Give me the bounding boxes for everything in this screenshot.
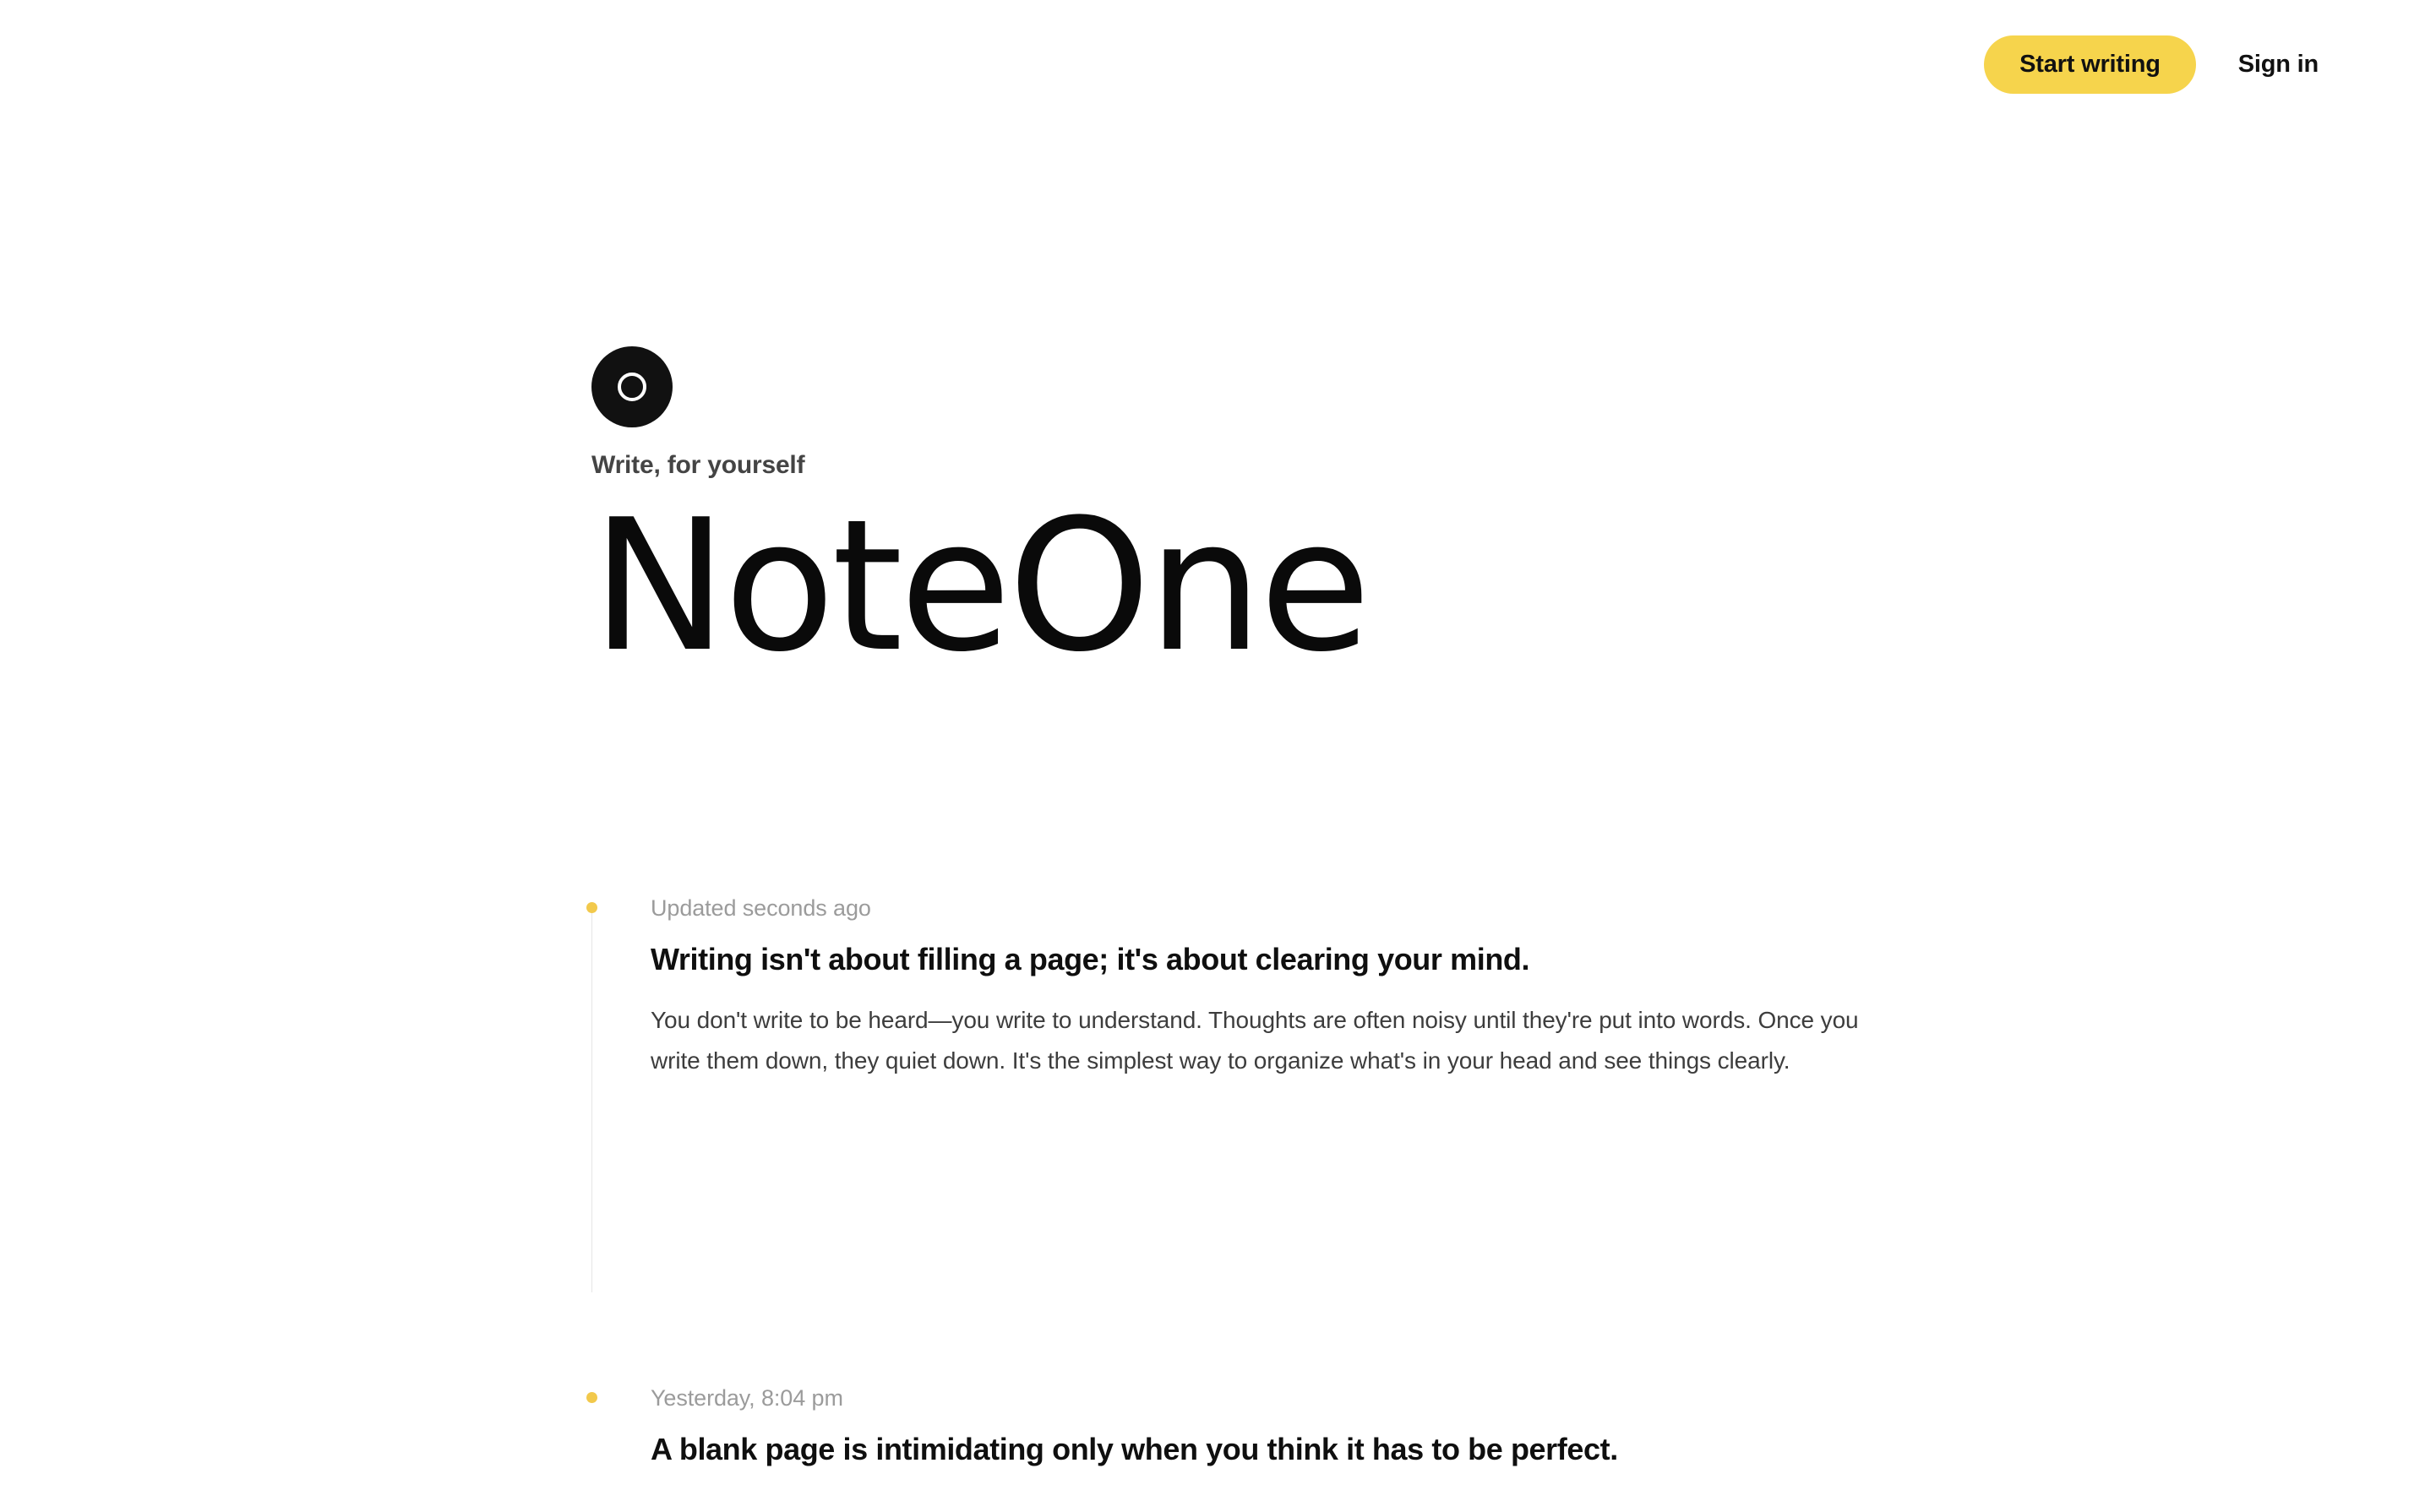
notes-timeline [591, 895, 1910, 1468]
note-entry[interactable] [591, 895, 1910, 1292]
hero-section [591, 346, 1859, 692]
note-timestamp: Updated seconds ago [651, 895, 871, 921]
timeline-rail [591, 904, 592, 1292]
note-timestamp: Yesterday, 8:04 pm [651, 1385, 843, 1411]
circle-ring-icon [591, 346, 673, 427]
start-writing-button[interactable]: Start writing [1984, 35, 2196, 94]
note-entry[interactable] [591, 1385, 1910, 1468]
note-body: You don't write to be heard—you write to understand. Thoughts are often noisy until they're put into words. Once you write them down, they quiet down. It's the simplest way to organize what's in your head and see things clearly. [651, 1007, 1859, 1074]
top-navigation-bar [0, 0, 2425, 128]
timeline-dot-icon [586, 902, 597, 913]
timeline-dot-icon [586, 1392, 597, 1403]
hero-tagline: Write, for yourself [591, 451, 805, 479]
circle-ring-inner [618, 373, 646, 401]
note-title[interactable]: Writing isn't about filling a page; it's about clearing your mind. [651, 942, 1530, 976]
page-title: NoteOne [591, 480, 1368, 692]
note-title[interactable]: A blank page is intimidating only when you think it has to be perfect. [651, 1432, 1618, 1466]
sign-in-button[interactable]: Sign in [2226, 35, 2330, 94]
